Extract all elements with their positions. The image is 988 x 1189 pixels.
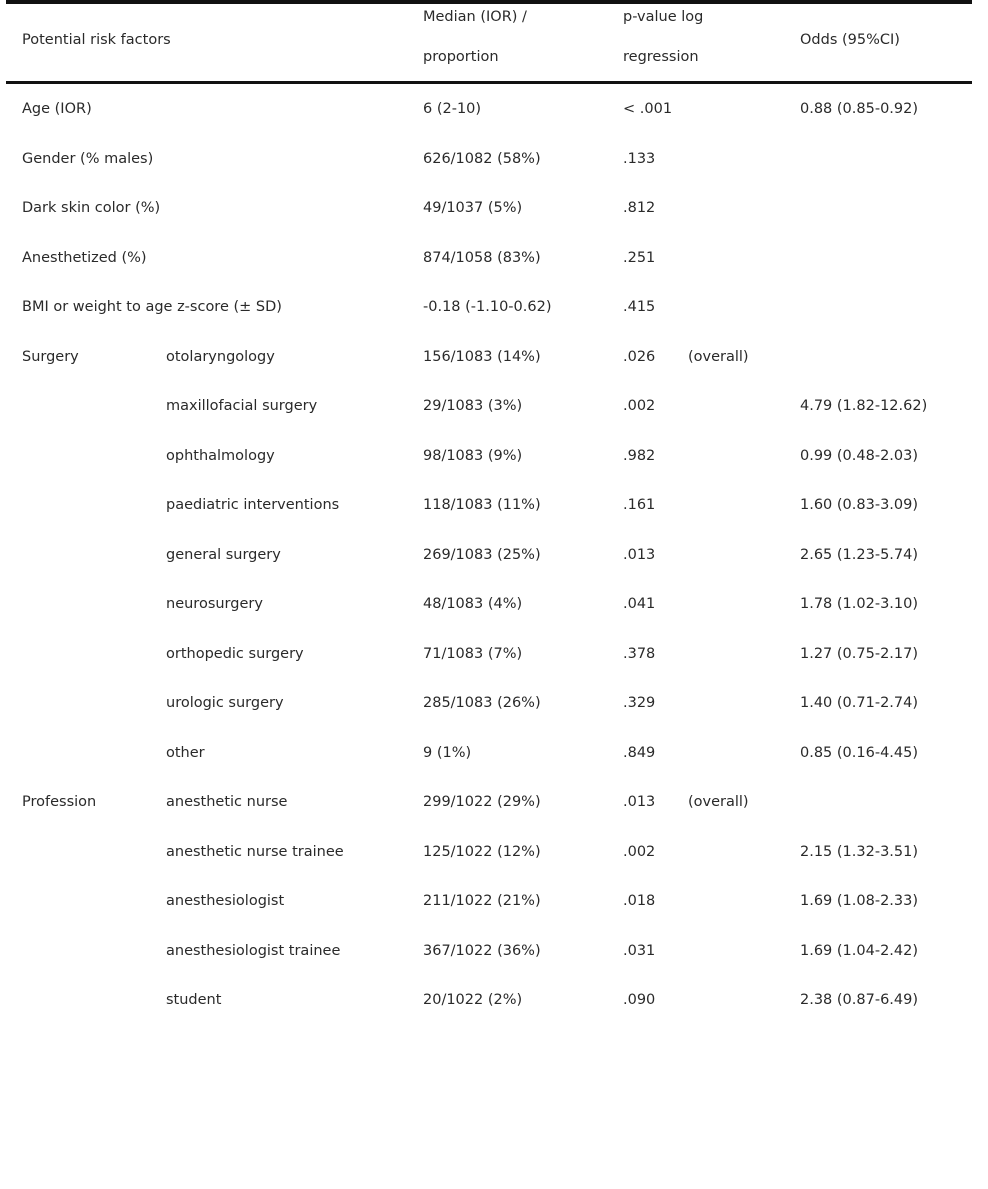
row-pvalue: .013 (623, 547, 656, 563)
row-group-label: Dark skin color (%) (22, 200, 161, 216)
table-row (0, 644, 988, 664)
row-median: 9 (1%) (423, 745, 472, 761)
row-median: 285/1083 (26%) (423, 695, 541, 711)
table-row (0, 396, 988, 416)
row-pvalue: .982 (623, 448, 656, 464)
row-pvalue: .002 (623, 844, 656, 860)
row-odds: 1.27 (0.75-2.17) (800, 646, 919, 662)
row-odds: 0.88 (0.85-0.92) (800, 101, 919, 117)
row-subcategory: maxillofacial surgery (166, 398, 318, 414)
row-median: 211/1022 (21%) (423, 893, 541, 909)
table-row (0, 297, 988, 317)
row-median: 49/1037 (5%) (423, 200, 523, 216)
row-note: (overall) (688, 349, 749, 365)
table-row (0, 743, 988, 763)
row-pvalue: .849 (623, 745, 656, 761)
row-odds: 1.78 (1.02-3.10) (800, 596, 919, 612)
table-row (0, 149, 988, 169)
table-row (0, 545, 988, 565)
row-odds: 4.79 (1.82-12.62) (800, 398, 928, 414)
row-note: (overall) (688, 794, 749, 810)
row-subcategory: ophthalmology (166, 448, 275, 464)
row-odds: 2.15 (1.32-3.51) (800, 844, 919, 860)
row-pvalue: .133 (623, 151, 656, 167)
row-median: 29/1083 (3%) (423, 398, 523, 414)
row-group-label: Surgery (22, 349, 79, 365)
row-median: 48/1083 (4%) (423, 596, 523, 612)
row-median: 6 (2-10) (423, 101, 482, 117)
row-odds: 1.40 (0.71-2.74) (800, 695, 919, 711)
table-row (0, 941, 988, 961)
row-pvalue: .041 (623, 596, 656, 612)
header-median-line2: proportion (423, 49, 499, 65)
row-subcategory: anesthetic nurse trainee (166, 844, 344, 860)
table-row (0, 594, 988, 614)
row-subcategory: orthopedic surgery (166, 646, 304, 662)
row-median: 874/1058 (83%) (423, 250, 541, 266)
table-row (0, 990, 988, 1010)
row-pvalue: .018 (623, 893, 656, 909)
row-pvalue: .812 (623, 200, 656, 216)
row-group-label: Anesthetized (%) (22, 250, 147, 266)
table-row (0, 891, 988, 911)
table-row (0, 347, 988, 367)
row-subcategory: urologic surgery (166, 695, 284, 711)
header-bottom-rule (6, 81, 972, 84)
row-odds: 1.69 (1.08-2.33) (800, 893, 919, 909)
row-pvalue: .378 (623, 646, 656, 662)
row-pvalue: .329 (623, 695, 656, 711)
row-subcategory: otolaryngology (166, 349, 275, 365)
header-median-line1: Median (IOR) / (423, 9, 527, 25)
row-odds: 0.85 (0.16-4.45) (800, 745, 919, 761)
header-risk-factors: Potential risk factors (22, 32, 171, 48)
row-pvalue: .161 (623, 497, 656, 513)
row-odds: 2.38 (0.87-6.49) (800, 992, 919, 1008)
table-row (0, 198, 988, 218)
row-median: 626/1082 (58%) (423, 151, 541, 167)
row-median: 118/1083 (11%) (423, 497, 541, 513)
row-subcategory: neurosurgery (166, 596, 263, 612)
row-odds: 2.65 (1.23-5.74) (800, 547, 919, 563)
row-subcategory: student (166, 992, 222, 1008)
row-median: 367/1022 (36%) (423, 943, 541, 959)
header-pvalue-line2: regression (623, 49, 699, 65)
row-pvalue: .251 (623, 250, 656, 266)
row-subcategory: other (166, 745, 205, 761)
row-group-label: Age (IOR) (22, 101, 92, 117)
table-row (0, 792, 988, 812)
row-subcategory: general surgery (166, 547, 281, 563)
row-pvalue: .415 (623, 299, 656, 315)
row-pvalue: .031 (623, 943, 656, 959)
row-median: 20/1022 (2%) (423, 992, 523, 1008)
row-median: -0.18 (-1.10-0.62) (423, 299, 552, 315)
row-odds: 0.99 (0.48-2.03) (800, 448, 919, 464)
row-group-label: BMI or weight to age z-score (± SD) (22, 299, 282, 315)
header-odds: Odds (95%CI) (800, 32, 900, 48)
row-median: 98/1083 (9%) (423, 448, 523, 464)
row-median: 125/1022 (12%) (423, 844, 541, 860)
row-odds: 1.60 (0.83-3.09) (800, 497, 919, 513)
row-pvalue: .002 (623, 398, 656, 414)
table-row (0, 495, 988, 515)
row-subcategory: anesthesiologist (166, 893, 285, 909)
row-odds: 1.69 (1.04-2.42) (800, 943, 919, 959)
table-row (0, 446, 988, 466)
row-subcategory: anesthesiologist trainee (166, 943, 341, 959)
row-subcategory: anesthetic nurse (166, 794, 288, 810)
row-median: 71/1083 (7%) (423, 646, 523, 662)
row-pvalue: .013 (623, 794, 656, 810)
table-row (0, 842, 988, 862)
row-pvalue: < .001 (623, 101, 673, 117)
row-median: 299/1022 (29%) (423, 794, 541, 810)
row-pvalue: .026 (623, 349, 656, 365)
table-row (0, 693, 988, 713)
row-median: 269/1083 (25%) (423, 547, 541, 563)
row-subcategory: paediatric interventions (166, 497, 340, 513)
table-top-rule (6, 0, 972, 4)
row-pvalue: .090 (623, 992, 656, 1008)
row-group-label: Profession (22, 794, 97, 810)
row-median: 156/1083 (14%) (423, 349, 541, 365)
header-pvalue-line1: p-value log (623, 9, 704, 25)
table-row (0, 248, 988, 268)
row-group-label: Gender (% males) (22, 151, 154, 167)
table-row (0, 99, 988, 119)
